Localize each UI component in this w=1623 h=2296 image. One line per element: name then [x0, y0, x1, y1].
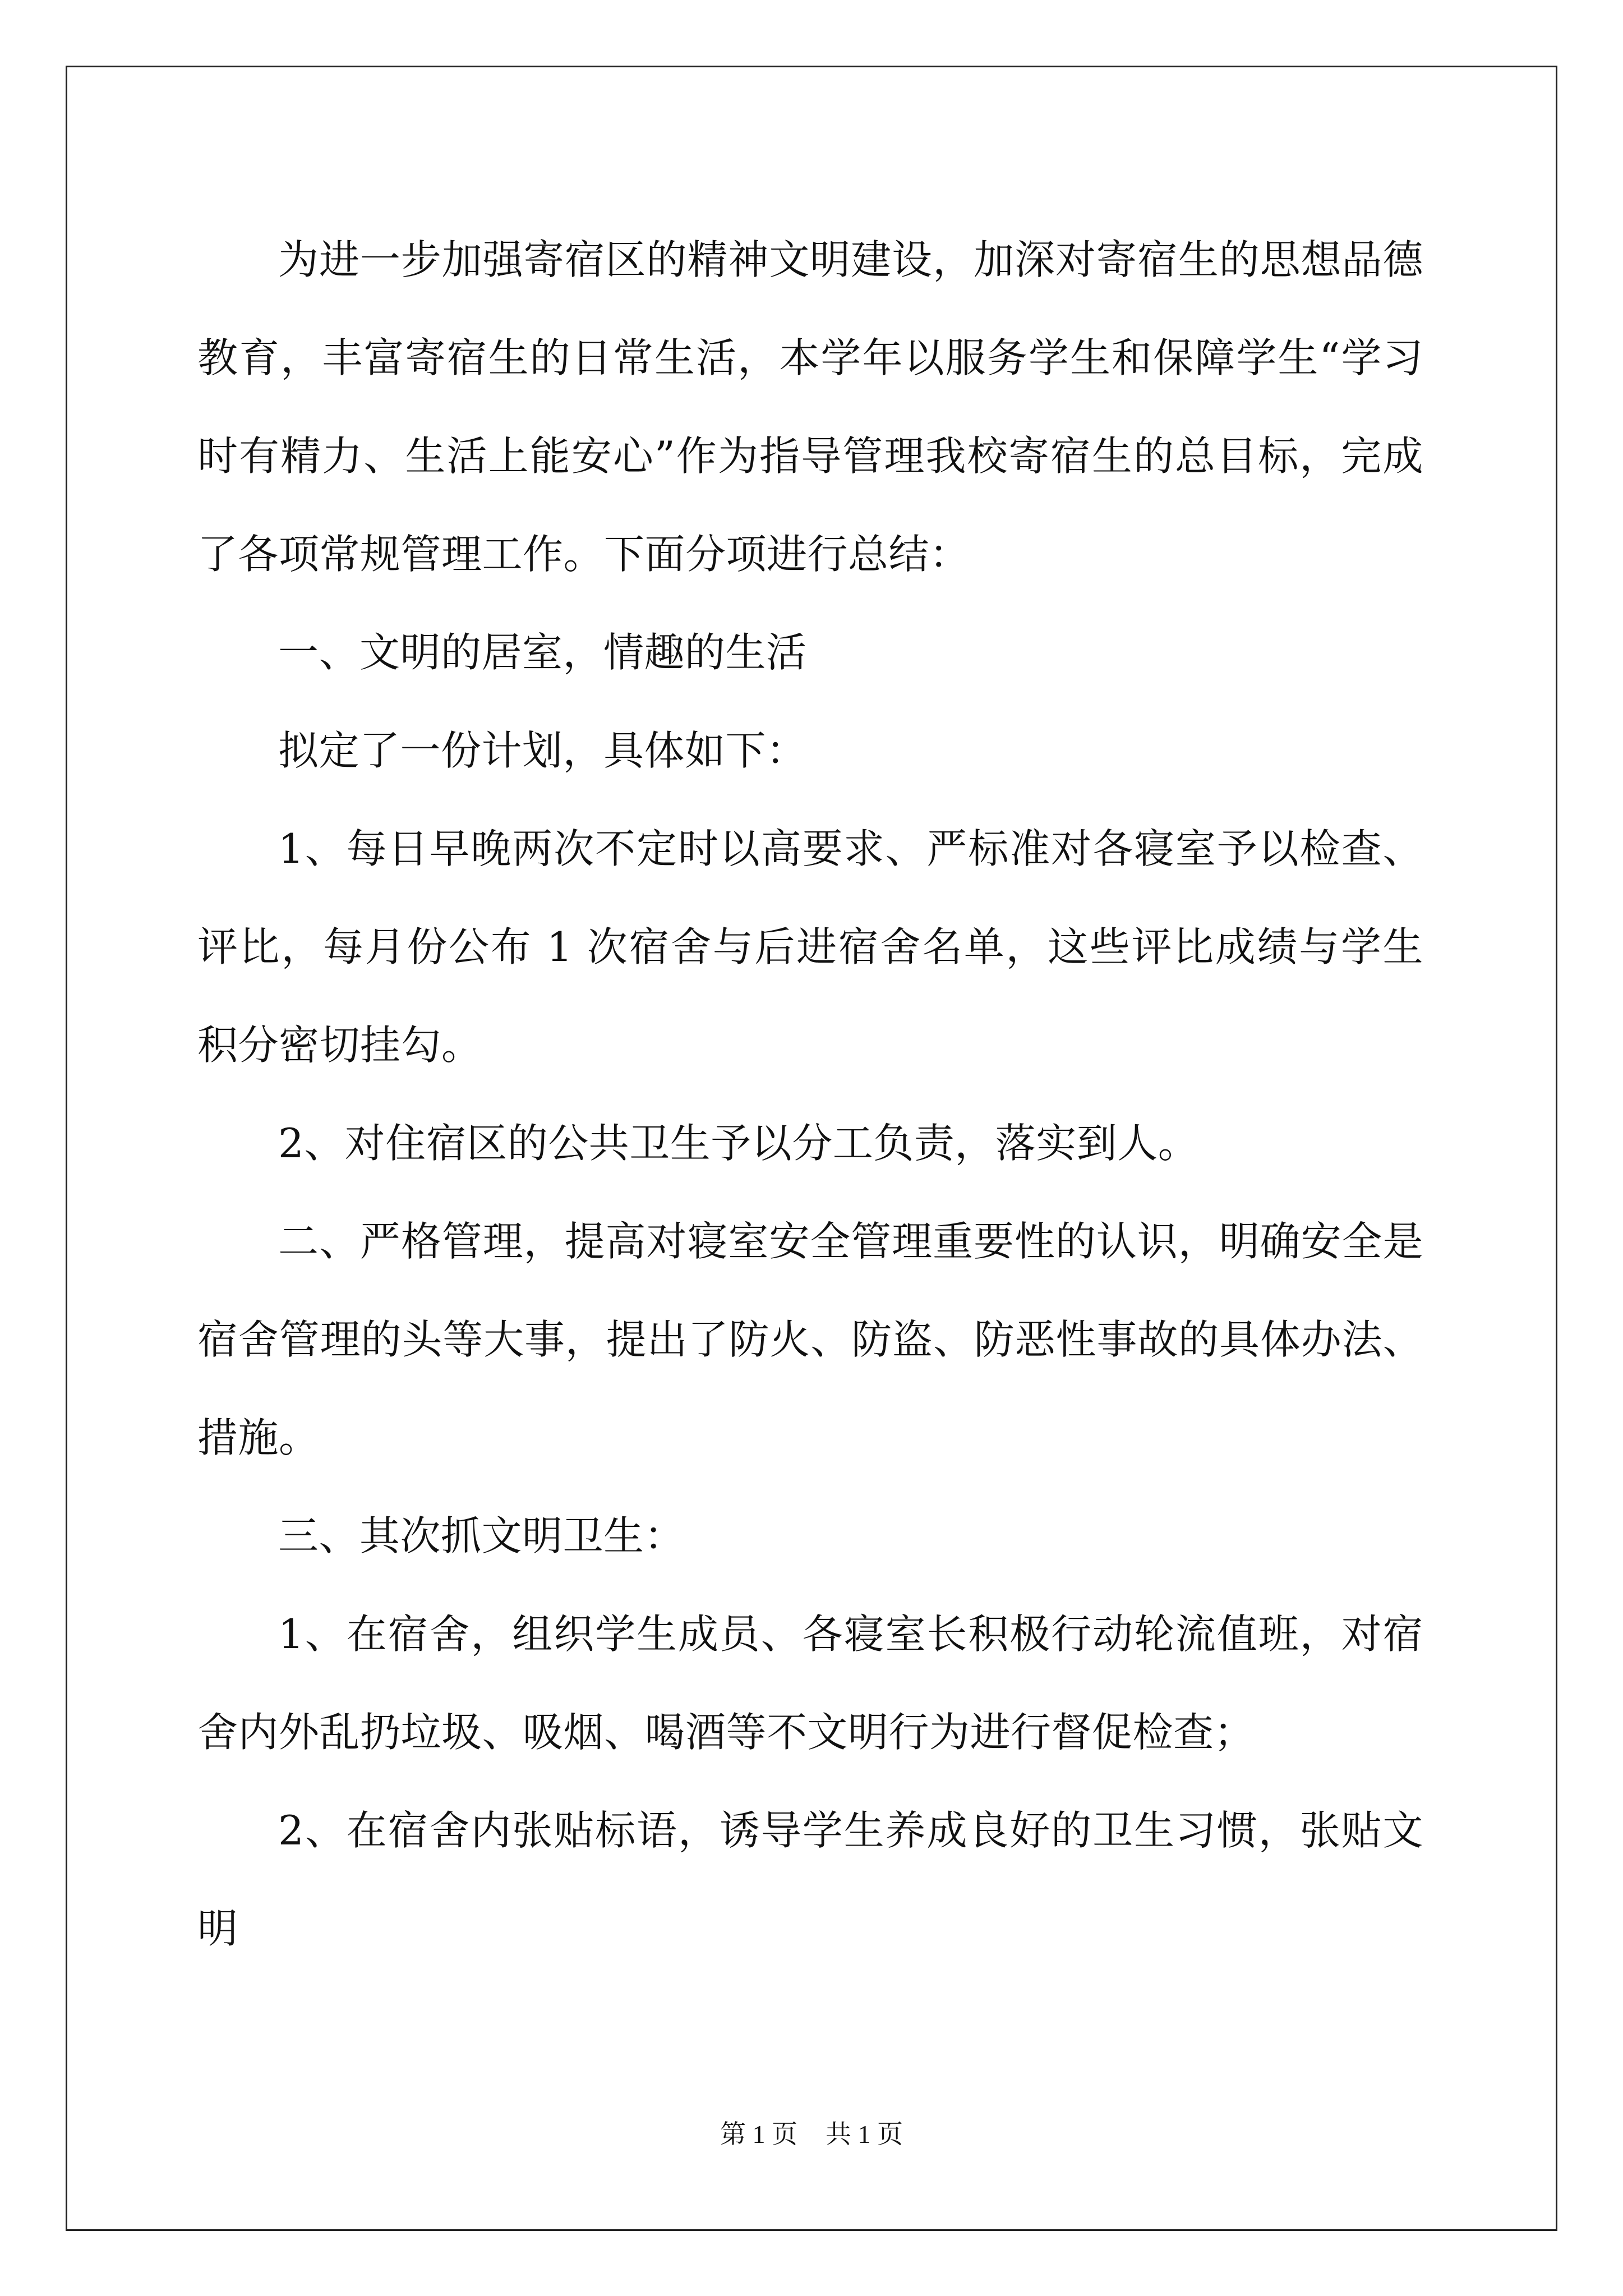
paragraph-item-1: 1、每日早晚两次不定时以高要求、严标准对各寝室予以检查、评比，每月份公布 1 次宿舍与后进宿舍名单，这些评比成绩与学生积分密切挂勾。 — [197, 825, 1423, 1069]
page-number: 第 1 页 — [720, 2120, 797, 2148]
document-body — [197, 211, 1423, 1978]
paragraph-heading-3: 三、其次抓文明卫生： — [278, 1512, 685, 1559]
paragraph-plan: 拟定了一份计划，具体如下： — [278, 727, 807, 774]
page-total: 共 1 页 — [826, 2120, 903, 2148]
paragraph-item-3-1: 1、在宿舍，组织学生成员、各寝室长积极行动轮流值班，对宿舍内外乱扔垃圾、吸烟、喝酒等不文明行为进行督促检查； — [197, 1611, 1423, 1756]
paragraph-item-2: 2、对住宿区的公共卫生予以分工负责，落实到人。 — [278, 1120, 1199, 1167]
page-footer — [0, 2118, 1623, 2151]
paragraph-heading-1: 一、文明的居室，情趣的生活 — [278, 629, 807, 676]
paragraph-item-3-2: 2、在宿舍内张贴标语，诱导学生养成良好的卫生习惯，张贴文明 — [197, 1807, 1423, 1952]
paragraph-heading-2: 二、严格管理，提高对寝室安全管理重要性的认识，明确安全是宿舍管理的头等大事，提出了防火、防盗、防恶性事故的具体办法、措施。 — [197, 1218, 1423, 1461]
paragraph-intro: 为进一步加强寄宿区的精神文明建设，加深对寄宿生的思想品德教育，丰富寄宿生的日常生活，本学年以服务学生和保障学生“学习时有精力、生活上能安心”作为指导管理我校寄宿生的总目标，完成了各项常规管理工作。下面分项进行总结： — [197, 236, 1423, 578]
